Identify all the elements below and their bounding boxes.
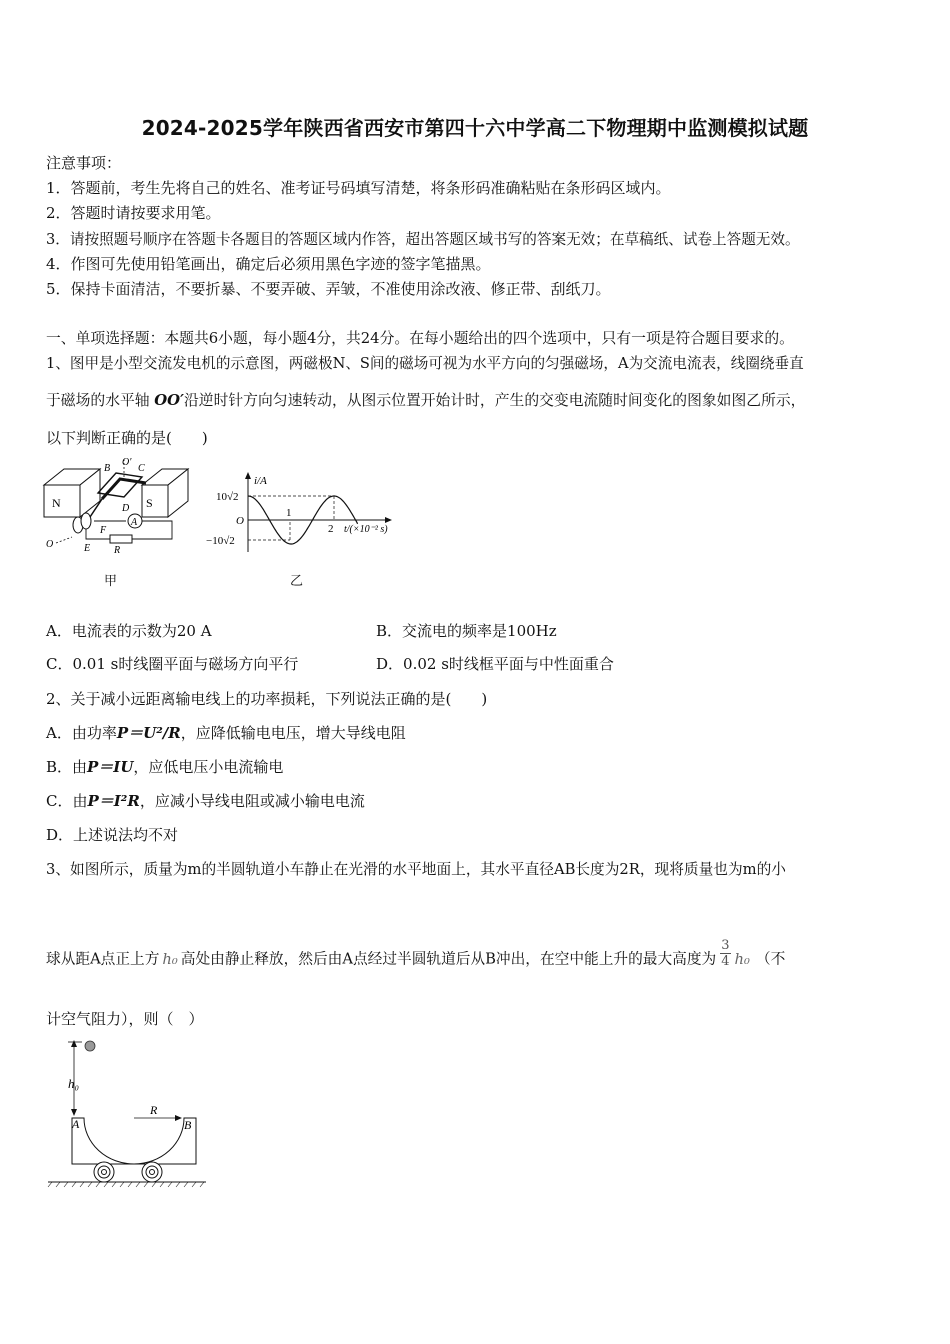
r-label: R (114, 545, 121, 555)
x-axis-label: t/(×10⁻² s) (344, 524, 388, 535)
q1-option-b: B．交流电的频率是100Hz (376, 622, 557, 640)
q3-stem-line1: 3、如图所示，质量为m的半圆轨道小车静止在光滑的水平地面上，其水平直径AB长度为2R，现将质量也为m的小 (46, 861, 786, 878)
d-label: D (122, 503, 130, 514)
figure-label-jia: 甲 (104, 573, 118, 588)
f-label: F (100, 525, 107, 536)
note-item: 2．答题时请按要求用笔。 (46, 204, 221, 222)
q3-stem-line3: 计空气阻力），则（ ） (46, 1010, 204, 1028)
origin-label: O (236, 515, 244, 527)
ammeter-label: A (131, 517, 138, 528)
r-label: R (150, 1103, 158, 1117)
o-prime-label: O′ (122, 457, 132, 468)
formula: P＝U²/R (116, 724, 181, 742)
q1-stem-text: 沿逆时针方向匀速转动，从图示位置开始计时，产生的交变电流随时间变化的图象如图乙所示， (183, 392, 806, 409)
h0-symbol: h₀ (734, 950, 750, 968)
q2-option-a: A．由功率P＝U²/R，应降低输电电压，增大导线电阻 (46, 724, 406, 742)
a-label: A (72, 1117, 80, 1131)
y-axis-label: i/A (254, 475, 267, 487)
cart-track-diagram (44, 1036, 214, 1188)
axis-symbol: OO′ (154, 392, 184, 409)
q2-option-c: C．由P＝I²R，应减小导线电阻或减小输电电流 (46, 792, 365, 810)
e-label: E (84, 543, 91, 554)
note-item: 5．保持卡面清洁，不要折暴、不要弄破、弄皱，不准使用涂改液、修正带、刮纸刀。 (46, 280, 611, 298)
ball (85, 1041, 95, 1051)
q1-option-d: D．0.02 s时线框平面与中性面重合 (376, 655, 614, 673)
q1-stem-line2 (46, 389, 805, 410)
y-tick-positive: 10√2 (216, 491, 239, 503)
q2-stem: 2、关于减小远距离输电线上的功率损耗，下列说法正确的是( ) (46, 690, 488, 708)
c-label: C (138, 463, 145, 474)
b-label: B (184, 1118, 192, 1132)
note-item: 4．作图可先使用铅笔画出，确定后必须用黑色字迹的签字笔描黑。 (46, 255, 491, 273)
q1-stem-line3: 以下判断正确的是( ) (46, 429, 208, 447)
y-tick-negative: −10√2 (206, 535, 235, 547)
o-label: O (46, 539, 54, 550)
note-item: 1．答题前，考生先将自己的姓名、准考证号码填写清楚，将条形码准确粘贴在条形码区域内。 (46, 179, 671, 197)
h0-label: h₀ (68, 1076, 80, 1091)
q1-option-a: A．电流表的示数为20 A (46, 622, 212, 640)
figure-label-yi: 乙 (290, 573, 304, 588)
formula: P＝IU (87, 758, 134, 776)
q2-option-b: B．由P＝IU，应低电压小电流输电 (46, 758, 284, 776)
section-heading: 一、单项选择题：本题共6小题，每小题4分，共24分。在每小题给出的四个选项中，只有一项是符合题目要求的。 (46, 330, 794, 347)
fraction: $\frac{3}{4}$ (721, 938, 730, 969)
note-item: 3．请按照题号顺序在答题卡各题目的答题区域内作答，超出答题区域书写的答案无效；在草稿纸、试卷上答题无效。 (46, 231, 800, 248)
b-label: B (104, 463, 111, 474)
page-title: 2024-2025学年陕西省西安市第四十六中学高二下物理期中监测模拟试题 (141, 116, 809, 140)
generator-diagram (42, 455, 192, 555)
h0-symbol: h₀ (162, 950, 178, 968)
q1-stem-text: 于磁场的水平轴 (46, 392, 155, 409)
x-tick-1: 1 (286, 507, 292, 519)
q2-option-d: D．上述说法均不对 (46, 826, 179, 844)
q1-option-c: C．0.01 s时线圈平面与磁场方向平行 (46, 655, 299, 673)
x-tick-2: 2 (328, 523, 334, 535)
current-time-graph (202, 468, 407, 556)
q1-stem-line1: 1、图甲是小型交流发电机的示意图，两磁极N、S间的磁场可视为水平方向的匀强磁场，A为交流电流表，线圈绕垂直 (46, 355, 804, 372)
n-pole-label: N (52, 496, 61, 510)
formula: P＝I²R (87, 792, 140, 810)
q3-stem-line2: 球从距A点正上方 h₀ 高处由静止释放，然后由A点经过半圆轨道后从B冲出，在空中能上升的最大高度为 $\frac{3}{4}$ h₀ （不 (46, 938, 786, 969)
s-pole-label: S (146, 496, 153, 510)
notes-heading: 注意事项： (46, 154, 122, 172)
